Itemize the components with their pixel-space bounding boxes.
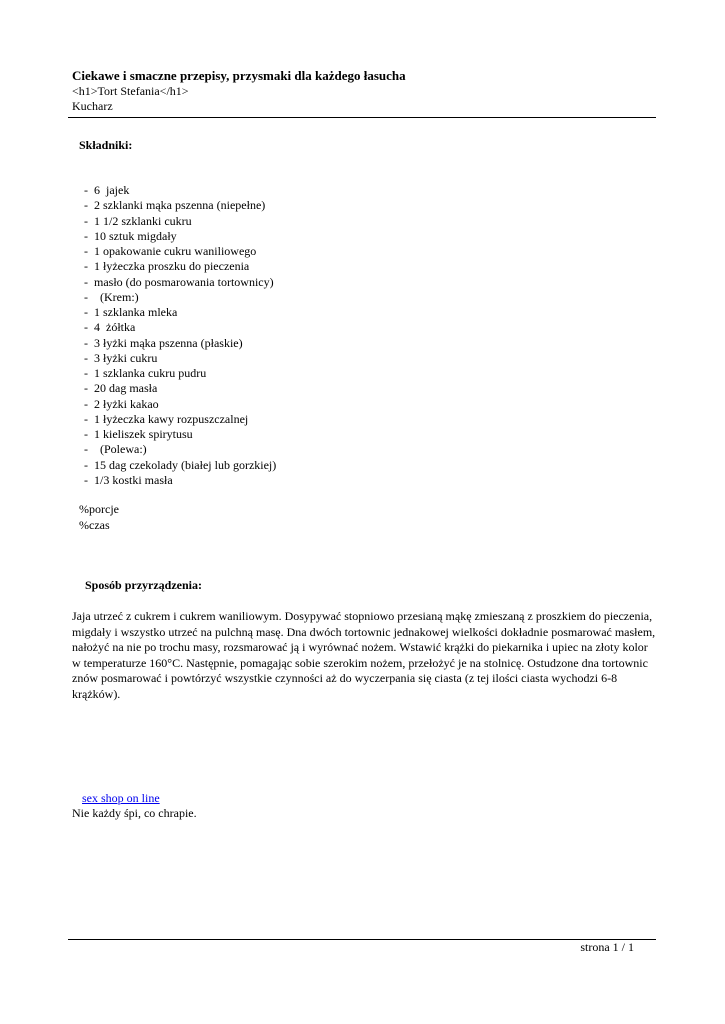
ingredients-heading: Składniki:	[79, 138, 133, 152]
ingredient-item: - 1 szklanka cukru pudru	[84, 366, 207, 380]
external-link[interactable]: sex shop on line	[82, 791, 160, 805]
ingredient-item: - 1 łyżeczka proszku do pieczenia	[84, 259, 250, 274]
ingredient-item: - 15 dag czekolady (białej lub gorzkiej)	[84, 457, 277, 472]
ingredient-item: - 20 dag masła	[84, 381, 158, 396]
ingredient-item: - 1 szklanka mleka	[84, 305, 178, 319]
ingredient-item: - 10 sztuk migdały	[84, 228, 177, 243]
ingredient-item: - masło (do posmarowania tortownicy)	[84, 274, 274, 289]
header-divider	[68, 117, 656, 118]
ingredient-item: - 3 łyżki cukru	[84, 350, 158, 365]
ingredient-item: - 1 kieliszek spirytusu	[84, 427, 193, 441]
ingredient-item: - 2 łyżki kakao	[84, 396, 159, 411]
recipe-meta	[79, 502, 119, 533]
site-title: Ciekawe i smaczne przepisy, przysmaki dla każdego łasucha	[72, 68, 406, 83]
ingredient-item: - 1 1/2 szklanki cukru	[84, 213, 192, 228]
method-text: Jaja utrzeć z cukrem i cukrem waniliowym. Dosypywać stopniowo przesianą mąkę zmieszaną z proszkiem do pieczenia, migdały i wszystko utrzeć na pulchną masę. Dna dwóch tortownic jednakowej wielkości dokładnie posmarować masłem, nałożyć na nie po trochu masy, rozsmarować ją i wyrównać nożem. Wstawić krążki do piekarnika i upiec na złoty kolor w temperaturze 160°C. Następnie, pomagając sobie szerokim nożem, przełożyć je na stolnicę. Ostudzone dna tortownic znów posmarować i powtórzyć wszystkie czynności aż do wyczerpania się ciasta (z tej ilości ciasta wychodzi 6-8 krążków).	[72, 609, 656, 701]
portions-placeholder: %porcje	[79, 502, 119, 516]
footer-tagline: Nie każdy śpi, co chrapie.	[72, 806, 197, 820]
ingredient-item: - 1/3 kostki masła	[84, 472, 173, 487]
ingredient-item: - 1 łyżeczka kawy rozpuszczalnej	[84, 411, 249, 426]
ingredient-item: - 3 łyżki mąka pszenna (płaskie)	[84, 335, 243, 350]
ingredient-item: - 4 żółtka	[84, 320, 136, 335]
footer-divider	[68, 939, 656, 940]
ingredient-item: - (Polewa:)	[84, 442, 147, 457]
ingredient-item: - 6 jajek	[84, 183, 130, 197]
recipe-title: <h1>Tort Stefania</h1>	[72, 84, 189, 98]
ingredients-list	[84, 183, 276, 488]
ingredient-item: - 2 szklanki mąka pszenna (niepełne)	[84, 198, 266, 213]
author-label: Kucharz	[72, 99, 113, 113]
ingredient-item: - 1 opakowanie cukru waniliowego	[84, 244, 257, 258]
page-number: strona 1 / 1	[580, 940, 634, 954]
method-heading: Sposób przyrządzenia:	[85, 578, 202, 592]
ingredient-item: - (Krem:)	[84, 289, 139, 304]
time-placeholder: %czas	[79, 517, 110, 532]
